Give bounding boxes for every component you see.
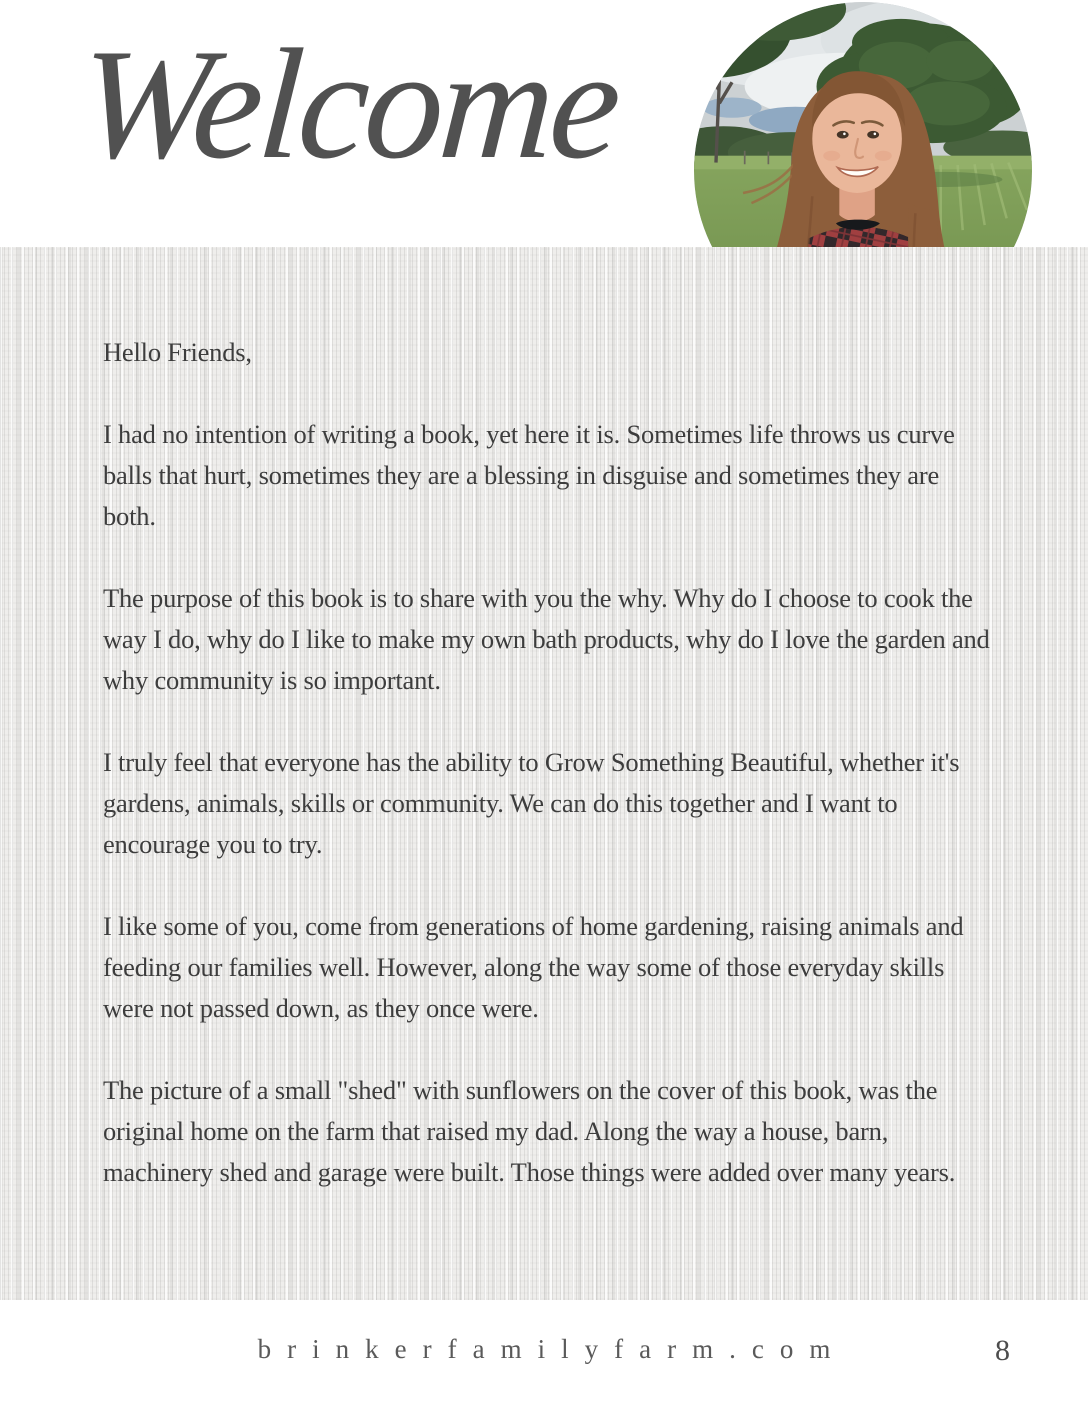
- paragraph: The purpose of this book is to share with you the why. Why do I choose to cook the way I do, why do I like to make my own bath products, why do I love the garden and why community is so important.: [103, 583, 990, 695]
- website-url: brinkerfamilyfarm.com: [257, 1334, 847, 1364]
- greeting: Hello Friends,: [103, 337, 252, 367]
- paragraph: I truly feel that everyone has the ability to Grow Something Beautiful, whether it's gardens, animals, skills or community. We can do this together and I want to encourage you to try.: [103, 747, 960, 859]
- paragraph: The picture of a small "shed" with sunflowers on the cover of this book, was the original home on the farm that raised my dad. Along the way a house, barn, machinery shed and garage were built. Those things were added over many years.: [103, 1075, 956, 1187]
- letter-body: [103, 332, 998, 1234]
- page-number: 8: [995, 1334, 1010, 1367]
- paragraph: I had no intention of writing a book, yet here it is. Sometimes life throws us curve balls that hurt, sometimes they are a blessing in disguise and sometimes they are both.: [103, 419, 955, 531]
- page-title: Welcome: [73, 17, 623, 192]
- paragraph: I like some of you, come from generations of home gardening, raising animals and feeding our families well. However, along the way some of those everyday skills were not passed down, as they once were.: [103, 911, 964, 1023]
- page-footer: [0, 1334, 1088, 1378]
